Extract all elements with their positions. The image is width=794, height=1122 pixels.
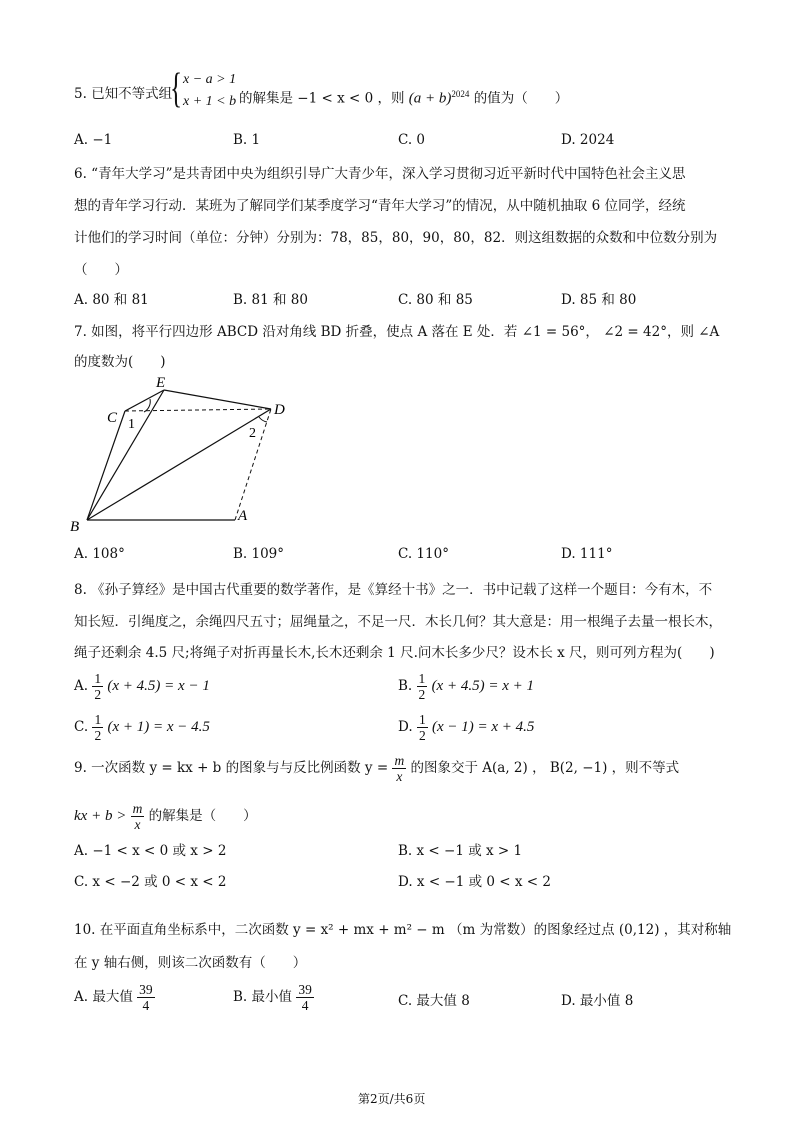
q8-line: 知长短．引绳度之，余绳四尺五寸；屈绳量之，不足一尺．木长几何？其大意是：用一根绳子去量一根长木，	[74, 614, 722, 630]
q8-option-b[interactable]	[398, 668, 534, 704]
option-label: C.	[74, 719, 89, 735]
equation-rest: (x + 1) = x − 4.5	[107, 719, 210, 735]
equation-rest: (x + 4.5) = x − 1	[107, 678, 210, 694]
q8-line: 绳子还剩余 4.5 尺;将绳子对折再量长木,长木还剩余 1 尺.问木长多少尺？设木长 x 尺，则可列方程为( )	[74, 645, 715, 661]
option-label: B. 最小值	[233, 989, 293, 1005]
q9-part2: 的图象交于 A(a, 2) ， B(2, −1) ，则不等式	[410, 760, 680, 776]
q10-line1: 10. 在平面直角坐标系中，二次函数 y = x² + mx + m² − m （m 为常数）的图象经过点 (0,12) ，其对称轴	[74, 922, 732, 938]
q9-line1	[74, 750, 679, 786]
q9-option-c[interactable]: C. x < −2 或 0 < x < 2	[74, 874, 227, 890]
q5-mid: 的解集是 −1 < x < 0 ，则	[239, 90, 405, 107]
label-c: C	[107, 410, 118, 426]
q8-option-c[interactable]	[74, 709, 210, 745]
q5-intro: 已知不等式组	[91, 86, 173, 102]
q7-parallelogram-figure	[66, 372, 306, 534]
fraction-half: $\frac{1}{2}$	[418, 711, 426, 743]
fraction-39-over-4: $\frac{39}{4}$	[298, 981, 312, 1013]
fraction-half: $\frac{1}{2}$	[94, 670, 102, 702]
q9-part1: 9. 一次函数 y = kx + b 的图象与与反比例函数 y =	[74, 760, 389, 776]
q6-line: 想的青年学习行动．某班为了解同学们某季度学习“青年大学习”的情况，从中随机抽取 6 位同学，经统	[74, 198, 686, 214]
q6-line: 6. “青年大学习”是共青团中央为组织引导广大青少年，深入学习贯彻习近平新时代中国特色社会主义思	[74, 166, 686, 182]
q9-line2	[74, 798, 257, 834]
q6-option-c[interactable]: C. 80 和 85	[398, 292, 473, 308]
q5-exponent: 2024	[451, 89, 470, 99]
angle-2-arc	[259, 417, 267, 422]
label-e: E	[156, 375, 166, 391]
q10-option-d[interactable]: D. 最小值 8	[561, 993, 634, 1009]
q5-option-a[interactable]: A. −1	[74, 132, 113, 148]
equation-rest: (x − 1) = x + 4.5	[431, 719, 535, 735]
q9-option-b[interactable]: B. x < −1 或 x > 1	[398, 843, 523, 859]
q6-option-b[interactable]: B. 81 和 80	[233, 292, 308, 308]
fraction-m-over-x: $\frac{m}{x}$	[132, 800, 143, 832]
q8-option-d[interactable]	[398, 709, 534, 745]
q5-number: 5.	[74, 86, 87, 102]
q8-option-a[interactable]	[74, 668, 210, 704]
q9-option-d[interactable]: D. x < −1 或 0 < x < 2	[398, 874, 551, 890]
q6-line: （ ）	[74, 262, 128, 278]
q6-option-d[interactable]: D. 85 和 80	[561, 292, 637, 308]
label-a: A	[238, 508, 248, 524]
q10-line2: 在 y 轴右侧，则该二次函数有（ ）	[74, 955, 307, 971]
q5-system-brace: {	[170, 66, 183, 112]
fraction-39-over-4: $\frac{39}{4}$	[139, 981, 153, 1013]
angle-1-arc	[144, 399, 150, 412]
option-label: A.	[74, 678, 89, 694]
q7-option-d[interactable]: D. 111°	[561, 546, 613, 562]
option-label: A. 最大值	[74, 989, 133, 1005]
fraction-m-over-x: $\frac{m}{x}$	[394, 752, 405, 784]
option-label: D.	[398, 719, 413, 735]
q7-line1: 7. 如图，将平行四边形 ABCD 沿对角线 BD 折叠，使点 A 落在 E 处．若 ∠1 = 56°， ∠2 = 42°，则 ∠A	[74, 324, 720, 340]
q5-stem	[74, 76, 172, 112]
q5-option-d[interactable]: D. 2024	[561, 132, 615, 148]
q10-option-c[interactable]: C. 最大值 8	[398, 993, 470, 1009]
q8-line: 8. 《孙子算经》是中国古代重要的数学著作，是《算经十书》之一．书中记载了这样一个题目：今有木，不	[74, 582, 713, 598]
label-d: D	[274, 402, 285, 418]
q5-tail: 的值为（ ）	[473, 90, 569, 107]
q7-option-b[interactable]: B. 109°	[233, 546, 285, 562]
label-b: B	[70, 519, 80, 534]
q9-option-a[interactable]: A. −1 < x < 0 或 x > 2	[74, 843, 227, 859]
q5-option-c[interactable]: C. 0	[398, 132, 426, 148]
q10-option-a[interactable]	[74, 978, 155, 1016]
q6-line: 计他们的学习时间（单位：分钟）分别为：78，85，80，90，80，82．则这组数据的众数和中位数分别为	[74, 230, 718, 246]
q7-option-a[interactable]: A. 108°	[74, 546, 125, 562]
q5-stem-tail	[239, 76, 568, 112]
q5-system-line1: x − a > 1	[183, 72, 237, 87]
q7-option-c[interactable]: C. 110°	[398, 546, 449, 562]
q5-system-line2: x + 1 < b	[183, 94, 237, 109]
fraction-half: $\frac{1}{2}$	[94, 711, 102, 743]
option-label: B.	[398, 678, 413, 694]
q9-tail: 的解集是（ ）	[148, 808, 257, 824]
fraction-half: $\frac{1}{2}$	[418, 670, 426, 702]
label-angle-2: 2	[249, 426, 256, 441]
q5-expr: (a + b)	[408, 90, 452, 107]
page-footer: 第2页/共6页	[358, 1092, 426, 1106]
q9-inequality: kx + b >	[74, 808, 127, 824]
q5-option-b[interactable]: B. 1	[233, 132, 261, 148]
q10-option-b[interactable]	[233, 978, 314, 1016]
q7-line2: 的度数为( )	[74, 354, 166, 370]
q6-option-a[interactable]: A. 80 和 81	[74, 292, 149, 308]
edge-ed	[164, 390, 271, 409]
edge-be	[87, 390, 164, 520]
label-angle-1: 1	[128, 417, 135, 432]
equation-rest: (x + 4.5) = x + 1	[431, 678, 534, 694]
